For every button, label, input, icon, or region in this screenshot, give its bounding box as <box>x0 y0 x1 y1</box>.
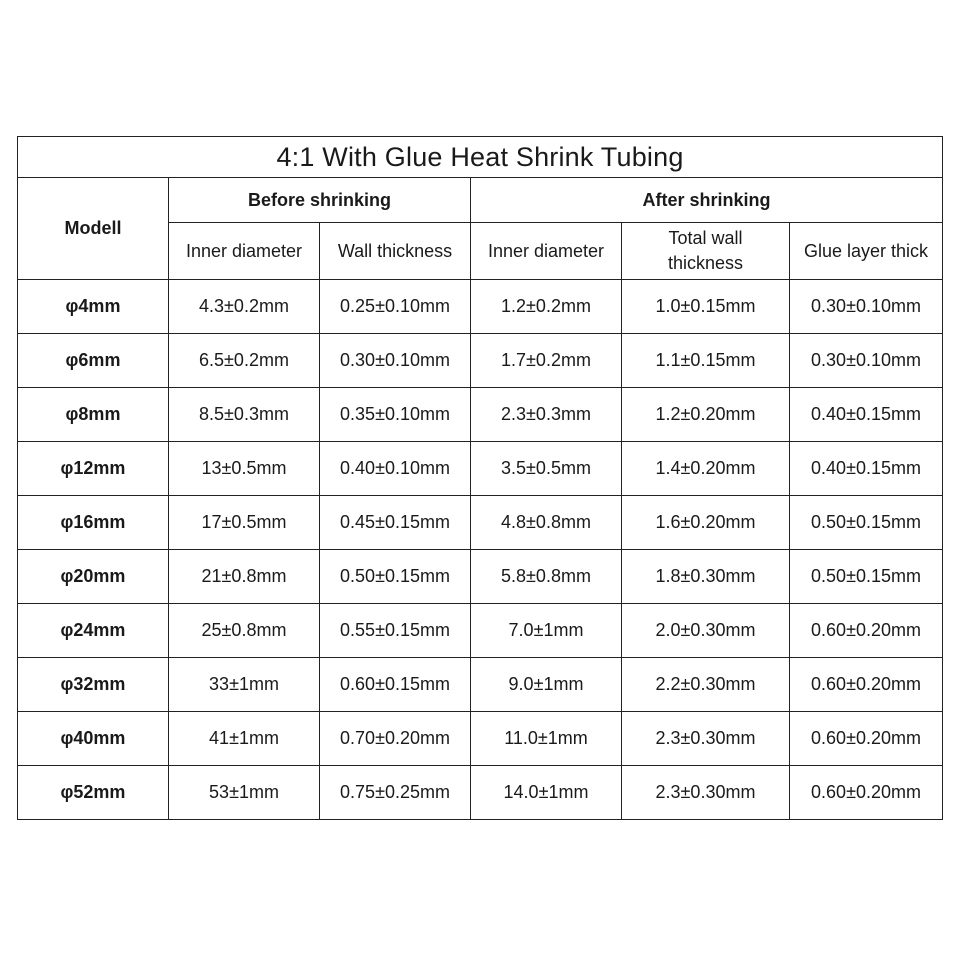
model-cell: φ12mm <box>18 442 169 496</box>
model-cell: φ24mm <box>18 604 169 658</box>
model-cell: φ16mm <box>18 496 169 550</box>
value-cell: 0.75±0.25mm <box>320 766 471 820</box>
value-cell: 4.3±0.2mm <box>169 280 320 334</box>
value-cell: 1.6±0.20mm <box>622 496 790 550</box>
table-row <box>18 442 943 496</box>
value-cell: 2.3±0.30mm <box>622 712 790 766</box>
table-body <box>18 280 943 820</box>
table-row <box>18 766 943 820</box>
value-cell: 3.5±0.5mm <box>471 442 622 496</box>
value-cell: 0.50±0.15mm <box>790 496 943 550</box>
value-cell: 0.60±0.20mm <box>790 712 943 766</box>
value-cell: 6.5±0.2mm <box>169 334 320 388</box>
table-row <box>18 334 943 388</box>
after-shrinking-header: After shrinking <box>471 178 943 223</box>
value-cell: 2.2±0.30mm <box>622 658 790 712</box>
model-cell: φ6mm <box>18 334 169 388</box>
value-cell: 0.30±0.10mm <box>790 334 943 388</box>
value-cell: 53±1mm <box>169 766 320 820</box>
value-cell: 7.0±1mm <box>471 604 622 658</box>
value-cell: 11.0±1mm <box>471 712 622 766</box>
table-title: 4:1 With Glue Heat Shrink Tubing <box>18 137 943 178</box>
after-total-wall-thickness-header: Total wall thickness <box>622 223 790 280</box>
value-cell: 0.40±0.15mm <box>790 442 943 496</box>
table-row <box>18 712 943 766</box>
value-cell: 2.3±0.3mm <box>471 388 622 442</box>
value-cell: 25±0.8mm <box>169 604 320 658</box>
value-cell: 0.60±0.20mm <box>790 604 943 658</box>
table-row <box>18 550 943 604</box>
model-cell: φ52mm <box>18 766 169 820</box>
before-inner-diameter-header: Inner diameter <box>169 223 320 280</box>
value-cell: 1.2±0.2mm <box>471 280 622 334</box>
model-cell: φ4mm <box>18 280 169 334</box>
value-cell: 2.0±0.30mm <box>622 604 790 658</box>
value-cell: 0.70±0.20mm <box>320 712 471 766</box>
model-column-header: Modell <box>18 178 169 280</box>
model-cell: φ20mm <box>18 550 169 604</box>
value-cell: 0.55±0.15mm <box>320 604 471 658</box>
value-cell: 1.0±0.15mm <box>622 280 790 334</box>
value-cell: 1.4±0.20mm <box>622 442 790 496</box>
value-cell: 41±1mm <box>169 712 320 766</box>
table-row <box>18 496 943 550</box>
value-cell: 0.25±0.10mm <box>320 280 471 334</box>
value-cell: 4.8±0.8mm <box>471 496 622 550</box>
value-cell: 0.60±0.20mm <box>790 658 943 712</box>
value-cell: 0.45±0.15mm <box>320 496 471 550</box>
value-cell: 1.8±0.30mm <box>622 550 790 604</box>
before-wall-thickness-header: Wall thickness <box>320 223 471 280</box>
model-cell: φ32mm <box>18 658 169 712</box>
value-cell: 1.7±0.2mm <box>471 334 622 388</box>
value-cell: 0.40±0.10mm <box>320 442 471 496</box>
value-cell: 0.60±0.15mm <box>320 658 471 712</box>
value-cell: 33±1mm <box>169 658 320 712</box>
value-cell: 8.5±0.3mm <box>169 388 320 442</box>
value-cell: 0.50±0.15mm <box>320 550 471 604</box>
table-row <box>18 604 943 658</box>
value-cell: 1.2±0.20mm <box>622 388 790 442</box>
table-row <box>18 388 943 442</box>
table-row <box>18 280 943 334</box>
value-cell: 13±0.5mm <box>169 442 320 496</box>
value-cell: 21±0.8mm <box>169 550 320 604</box>
value-cell: 9.0±1mm <box>471 658 622 712</box>
value-cell: 17±0.5mm <box>169 496 320 550</box>
value-cell: 5.8±0.8mm <box>471 550 622 604</box>
value-cell: 0.40±0.15mm <box>790 388 943 442</box>
value-cell: 0.30±0.10mm <box>790 280 943 334</box>
table-row <box>18 658 943 712</box>
after-inner-diameter-header: Inner diameter <box>471 223 622 280</box>
value-cell: 1.1±0.15mm <box>622 334 790 388</box>
after-glue-layer-header: Glue layer thick <box>790 223 943 280</box>
value-cell: 2.3±0.30mm <box>622 766 790 820</box>
value-cell: 14.0±1mm <box>471 766 622 820</box>
model-cell: φ8mm <box>18 388 169 442</box>
model-cell: φ40mm <box>18 712 169 766</box>
value-cell: 0.60±0.20mm <box>790 766 943 820</box>
before-shrinking-header: Before shrinking <box>169 178 471 223</box>
value-cell: 0.30±0.10mm <box>320 334 471 388</box>
spec-table <box>17 136 943 820</box>
value-cell: 0.50±0.15mm <box>790 550 943 604</box>
value-cell: 0.35±0.10mm <box>320 388 471 442</box>
